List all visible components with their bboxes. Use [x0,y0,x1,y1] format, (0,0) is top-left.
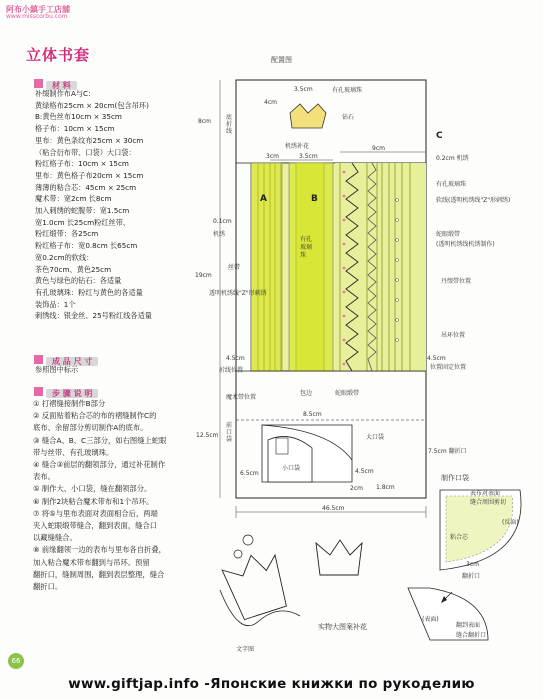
dim-3cm: 3cm [266,153,279,160]
step-line: ③ 缝合A、B、C三部分，如右图缝上蛇眼 [33,435,167,445]
label-small-pocket: 小口袋 [282,465,301,472]
label-hole-beads: 有孔玻璃珠 [300,236,313,259]
pocket-note2: 缝合周围剪切 [470,499,507,506]
dim-8-5: 8.5cm [303,411,322,418]
label-fold: 底折线 [226,114,233,135]
pocket-cm3: 3cm [466,561,479,568]
material-line: 黄绿格布25cm × 20cm(包含吊环) [35,100,149,110]
step-line: ⑥ 制作2块粘合魔术带布和1个吊环。 [33,496,154,506]
dim-4cm: 4cm [264,99,277,106]
label-hook-place: 吊环位置 [441,332,466,339]
dim-12-5: 12.5cm [196,432,219,439]
pocket-note3: (反面) [502,519,519,526]
material-line: 刺绣线：银金丝、25号粉红线各适量 [35,311,152,321]
material-line: 粉红缎带：各25cm [35,229,99,239]
material-line: 里布：黄色格子布20cm × 15cm [35,170,144,180]
label-machine: 机绣 [213,231,226,238]
step-line: ⑧ 前缘翻领一边的表布与里布各自折叠， [33,545,166,555]
dim-3-5b: 3.5cm [299,153,318,160]
page-number: 66 [8,653,24,669]
material-line: 黄色与绿色的钻石：各适量 [35,276,122,286]
label-silk-ribbon: 丝带 [228,264,241,271]
step-line: ⑤ 制作大、小口袋，缝在翻领部分。 [33,484,152,494]
label-position-tag: 位置固定位置 [430,364,467,371]
size-text: 参照图中标示 [35,365,79,374]
step-line: 底布、余留部分剪切制作A的底布。 [33,423,148,433]
material-line: 加入刺绣的蛇腹带：宽1.5cm [35,206,130,216]
pocket-note1: 表布对表面 [470,490,501,497]
label-machine-trim: 机绣补花 [285,143,310,150]
size-heading: 成 品 尺 寸 [34,349,98,368]
step-line: ② 反面贴着粘合芯的布的褶缝制作C的 [33,411,157,421]
pocket-fold-opening: 翻折口 [462,573,481,580]
label-big-pocket: 大口袋 [366,434,385,441]
material-line: 宽0.2cm的软线： [35,252,94,262]
pocket-title: 制作口袋 [441,474,469,482]
step-line: ① 打褶缝接制作B部分 [33,399,106,408]
label-fold-guide: (透明机绣线机绣制作) [436,241,495,248]
step-line: 表布。 [33,472,55,482]
material-line: B:黄色丝布10cm × 35cm [35,112,122,122]
label-crown-beads: 有孔玻璃珠 [332,87,363,94]
step-line: 带与丝带、有孔玻璃珠。 [33,447,114,457]
step-line: 翻折口。 [33,582,63,592]
material-line: 装饰品：1个 [35,299,76,309]
pocket-fold-back: 翻到表面 [456,622,481,629]
diagram-title: 配置图 [271,56,292,64]
dim-8cm: 8cm [198,118,211,125]
dim-1-8: 1.8cm [376,484,395,491]
material-line: 粉红格子布：10cm × 15cm [35,159,129,169]
piece-b-label: B [311,194,318,204]
material-line: 有孔玻璃珠：粉红与黄色的各适量 [35,287,143,297]
label-diamond: 钻石 [342,114,355,121]
dim-0-2: 0.2cm 机绣 [436,155,469,162]
pocket-seam: 缝合翻折口 [456,632,487,639]
dim-9cm: 9cm [372,145,385,152]
label-edge: 包边 [300,390,313,397]
step-line: 翻折口，缝制周围，翻到表层整理，缝合 [33,569,165,579]
dim-19: 19cm [195,272,212,279]
material-line: 粉红格子布：宽0.8cm 长65cm [35,241,138,251]
material-line: 里布：黄色条纹布25cm × 30cm [35,135,144,145]
brand-name: 阿布小鎮手工店舖 [6,5,70,14]
label-fold-pos: 折线位置 [219,367,244,374]
step-line: ④ 缝合③前层的翻领部分，通过补花制作 [33,460,166,470]
step-line: 夹入蛇眼缎带缝合，翻到表面，缝合口 [33,521,158,531]
label-glass-beads: 有孔玻璃珠 [436,181,467,188]
dim-2cm: 2cm [350,485,363,492]
step-line: ⑦ 将⑤与里布表面对表面相合后，两端 [33,508,158,518]
material-line: （粘合衍布带、口袋）大口袋： [35,147,136,157]
material-line: 格子布：10cm × 15cm [35,124,115,134]
footer-watermark: www.giftjap.info -Японские книжки по рукоделию [68,676,475,692]
label-magic-place: 魔术带位置 [226,394,257,401]
piece-c-label: C [436,131,443,141]
text-pattern-label: 文字图 [236,646,255,653]
step-line: 以藏缝缝合。 [33,533,77,543]
pocket-glue: 粘合芯 [450,534,469,541]
dim-7-5: 7.5cm 翻折口 [428,448,467,455]
dim-4-5b: 4.5cm [427,355,446,362]
pocket-mirror: (表面) [422,616,439,623]
steps-heading: 步 骤 说 明 [34,381,98,400]
step-line: 加入粘合魔术带布翻到与吊环。预留 [33,557,150,567]
material-line: 薄薄的粘合芯：45cm × 25cm [35,182,137,192]
dim-46-5: 46.5cm [322,505,345,512]
brand-url: www.misscorbu.com [6,13,68,20]
dim-4-5c: 4.5cm [355,468,374,475]
side-label-mid: 前口袋 [226,422,233,443]
label-zig: 透明机绣线"Z"形刺绣 [209,290,267,297]
material-line: 魔术带：宽2cm 长8cm [35,194,112,204]
label-soft-thread: 软线(透明机绣线"Z"形刺绣) [436,197,511,204]
label-snake-tape: 蛇眼缎带 [436,231,461,238]
material-line: 补缀制作布A与C： [35,89,96,98]
material-line: 宽1.0cm 长25cm粉红丝带、 [35,217,131,227]
label-snake-a: 蛇眼缎带 [335,390,360,397]
material-line: 茶色70cm、黄色25cm [35,264,112,274]
applique-label: 实物大图案补花 [318,623,367,631]
piece-a-label: A [260,194,267,204]
page-title: 立体书套 [26,46,91,64]
dim-6-5: 6.5cm [240,470,259,477]
dim-0-1: 0.1cm [213,218,232,225]
dim-3-5a: 3.5cm [294,86,313,93]
dim-4-5a: 4.5cm [226,355,245,362]
label-tape-place: 丹缀带位置 [441,278,472,285]
materials-heading: 材 料 [34,73,77,92]
